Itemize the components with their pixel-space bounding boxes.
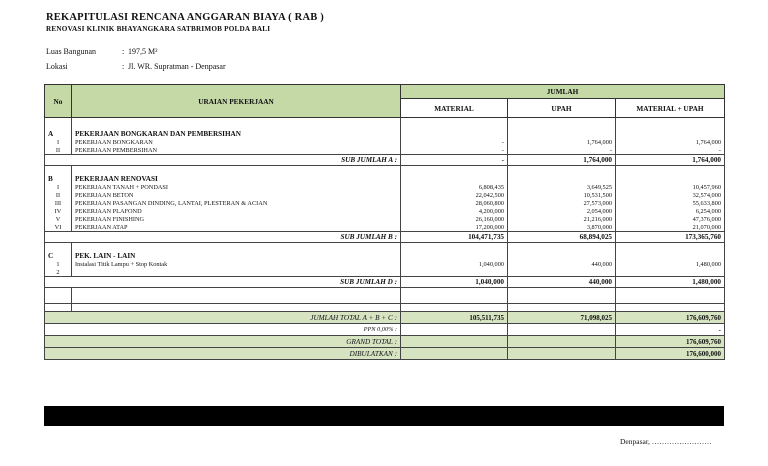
info-value: Jl. WR. Supratman - Denpasar (128, 62, 226, 71)
total-row (45, 312, 725, 324)
item-upah: - (508, 147, 616, 155)
header-no: No (45, 85, 72, 118)
spacer-cell (616, 166, 725, 174)
place-date: Denpasar, …………………… (620, 437, 712, 446)
spacer-cell (401, 243, 508, 251)
info-value: 197,5 M² (128, 47, 158, 56)
section-title-row (45, 251, 725, 261)
empty-cell (616, 174, 725, 184)
spacer-cell (72, 288, 401, 296)
item-upah: 3,870,000 (508, 224, 616, 232)
total-label: DIBULATKAN : (45, 348, 401, 360)
item-material (401, 269, 508, 277)
total-material: 105,511,735 (401, 312, 508, 324)
item-upah: 2,054,000 (508, 208, 616, 216)
total-value: 176,609,760 (616, 312, 725, 324)
total-row (45, 336, 725, 348)
spacer-cell (616, 304, 725, 312)
item-upah: 3,649,525 (508, 184, 616, 192)
spacer-cell (401, 118, 508, 129)
subtotal-total: 1,480,000 (616, 277, 725, 288)
subtotal-row (45, 277, 725, 288)
subtotal-material: - (401, 155, 508, 166)
table-row (45, 208, 725, 216)
item-no: II (45, 192, 72, 200)
table-row (45, 261, 725, 269)
item-name: PEKERJAAN PASANGAN DINDING, LANTAI, PLESTERAN & ACIAN (72, 200, 401, 208)
item-name: Instalasi Titik Lampu + Stop Kontak (72, 261, 401, 269)
item-total (616, 269, 725, 277)
item-upah: 27,573,000 (508, 200, 616, 208)
spacer-cell (72, 296, 401, 304)
info-separator: : (122, 62, 125, 71)
spacer-cell (616, 288, 725, 296)
total-material (401, 336, 508, 348)
spacer-cell (45, 243, 72, 251)
table-row (45, 147, 725, 155)
item-material: 6,808,435 (401, 184, 508, 192)
item-name: PEKERJAAN ATAP (72, 224, 401, 232)
spacer-cell (616, 118, 725, 129)
subtotal-label: SUB JUMLAH D : (72, 277, 401, 288)
black-bar (44, 406, 724, 426)
item-material: 26,160,000 (401, 216, 508, 224)
item-total: 47,376,000 (616, 216, 725, 224)
spacer-cell (45, 296, 72, 304)
item-name: PEKERJAAN BETON (72, 192, 401, 200)
spacer-cell (508, 243, 616, 251)
spacer-row (45, 243, 725, 251)
table-row (45, 216, 725, 224)
total-row (45, 348, 725, 360)
section-code: C (45, 251, 72, 261)
spacer-cell (45, 288, 72, 296)
total-label: GRAND TOTAL : (45, 336, 401, 348)
item-no: II (45, 147, 72, 155)
spacer-cell (401, 288, 508, 296)
item-no: 1 (45, 261, 72, 269)
item-no: V (45, 216, 72, 224)
item-material: - (401, 139, 508, 147)
table-row (45, 269, 725, 277)
spacer-cell (45, 166, 72, 174)
section-title: PEKERJAAN BONGKARAN DAN PEMBERSIHAN (72, 129, 401, 139)
section-code: B (45, 174, 72, 184)
item-name: PEKERJAAN PEMBERSIHAN (72, 147, 401, 155)
item-no: 2 (45, 269, 72, 277)
empty-cell (401, 251, 508, 261)
spacer-cell (72, 243, 401, 251)
subtotal-upah: 68,894,025 (508, 232, 616, 243)
item-total: 10,457,960 (616, 184, 725, 192)
item-upah: 10,531,500 (508, 192, 616, 200)
empty-cell (45, 277, 72, 288)
item-no: VI (45, 224, 72, 232)
item-name: PEKERJAAN TANAH + PONDASI (72, 184, 401, 192)
spacer-cell (616, 243, 725, 251)
section-title: PEK. LAIN - LAIN (72, 251, 401, 261)
item-material: 22,042,500 (401, 192, 508, 200)
item-total: 1,480,000 (616, 261, 725, 269)
table-row (45, 184, 725, 192)
spacer-row (45, 304, 725, 312)
item-upah: 21,216,000 (508, 216, 616, 224)
empty-cell (45, 155, 72, 166)
item-material: 28,060,800 (401, 200, 508, 208)
total-value: 176,609,760 (616, 336, 725, 348)
table-row (45, 139, 725, 147)
spacer-cell (45, 304, 72, 312)
item-name: PEKERJAAN BONGKARAN (72, 139, 401, 147)
spacer-cell (508, 288, 616, 296)
document-title: REKAPITULASI RENCANA ANGGARAN BIAYA ( RAB ) (46, 12, 324, 23)
spacer-cell (72, 118, 401, 129)
section-code: A (45, 129, 72, 139)
total-material (401, 348, 508, 360)
spacer-cell (72, 166, 401, 174)
header-jumlah: JUMLAH (401, 85, 725, 99)
total-value: - (616, 324, 725, 336)
total-upah (508, 324, 616, 336)
total-upah: 71,098,025 (508, 312, 616, 324)
item-no: I (45, 184, 72, 192)
spacer-row (45, 288, 725, 296)
item-total: 21,070,000 (616, 224, 725, 232)
subtotal-label: SUB JUMLAH A : (72, 155, 401, 166)
section-title: PEKERJAAN RENOVASI (72, 174, 401, 184)
item-upah: 1,764,000 (508, 139, 616, 147)
total-upah (508, 348, 616, 360)
item-total: - (616, 147, 725, 155)
item-name: PEKERJAAN PLAFOND (72, 208, 401, 216)
empty-cell (508, 251, 616, 261)
item-material: 4,200,000 (401, 208, 508, 216)
item-name (72, 269, 401, 277)
spacer-cell (45, 118, 72, 129)
subtotal-label: SUB JUMLAH B : (72, 232, 401, 243)
empty-cell (616, 251, 725, 261)
item-total: 1,764,000 (616, 139, 725, 147)
info-label: Lokasi (46, 62, 68, 71)
empty-cell (508, 129, 616, 139)
empty-cell (616, 129, 725, 139)
spacer-cell (508, 296, 616, 304)
spacer-cell (508, 118, 616, 129)
subtotal-upah: 1,764,000 (508, 155, 616, 166)
header-material: MATERIAL (401, 99, 508, 118)
table-row (45, 224, 725, 232)
item-total: 6,254,000 (616, 208, 725, 216)
spacer-cell (616, 296, 725, 304)
subtotal-material: 1,040,000 (401, 277, 508, 288)
subtotal-material: 104,471,735 (401, 232, 508, 243)
header-uraian: URAIAN PEKERJAAN (72, 85, 401, 118)
empty-cell (401, 174, 508, 184)
spacer-cell (401, 166, 508, 174)
total-material (401, 324, 508, 336)
item-name: PEKERJAAN FINISHING (72, 216, 401, 224)
spacer-row (45, 118, 725, 129)
total-label: JUMLAH TOTAL A + B + C : (45, 312, 401, 324)
spacer-cell (401, 296, 508, 304)
empty-cell (45, 232, 72, 243)
spacer-cell (401, 304, 508, 312)
subtotal-row (45, 155, 725, 166)
spacer-row (45, 166, 725, 174)
item-material: 17,200,000 (401, 224, 508, 232)
item-upah (508, 269, 616, 277)
spacer-row (45, 296, 725, 304)
item-no: I (45, 139, 72, 147)
subtotal-total: 173,365,760 (616, 232, 725, 243)
table-row (45, 200, 725, 208)
empty-cell (508, 174, 616, 184)
subtotal-row (45, 232, 725, 243)
spacer-cell (72, 304, 401, 312)
subtotal-upah: 440,000 (508, 277, 616, 288)
table-header-row (45, 85, 725, 99)
document-subtitle: RENOVASI KLINIK BHAYANGKARA SATBRIMOB POLDA BALI (46, 25, 271, 33)
item-total: 55,633,800 (616, 200, 725, 208)
header-upah: UPAH (508, 99, 616, 118)
empty-cell (401, 129, 508, 139)
total-label: PPN 0,00% : (45, 324, 401, 336)
rab-table (44, 84, 725, 360)
item-material: 1,040,000 (401, 261, 508, 269)
item-material: - (401, 147, 508, 155)
item-no: IV (45, 208, 72, 216)
subtotal-total: 1,764,000 (616, 155, 725, 166)
item-upah: 440,000 (508, 261, 616, 269)
item-total: 32,574,000 (616, 192, 725, 200)
total-value: 176,600,000 (616, 348, 725, 360)
spacer-cell (508, 166, 616, 174)
spacer-cell (508, 304, 616, 312)
total-upah (508, 336, 616, 348)
item-no: III (45, 200, 72, 208)
section-title-row (45, 174, 725, 184)
total-row (45, 324, 725, 336)
header-total: MATERIAL + UPAH (616, 99, 725, 118)
info-label: Luas Bangunan (46, 47, 96, 56)
table-body (45, 118, 725, 360)
info-separator: : (122, 47, 125, 56)
table-row (45, 192, 725, 200)
section-title-row (45, 129, 725, 139)
